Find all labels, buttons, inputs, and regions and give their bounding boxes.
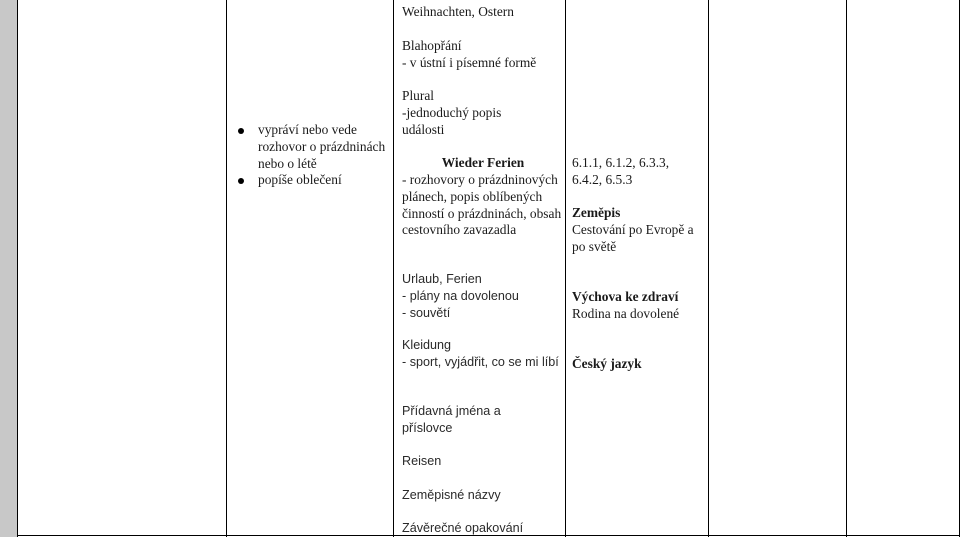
topic-reisen: Reisen (402, 454, 442, 468)
column-divider (708, 0, 709, 537)
subject-zemepis-title: Zeměpis (572, 205, 621, 220)
subject-vychova-title: Výchova ke zdraví (572, 289, 679, 304)
subject-cesky-jazyk: Český jazyk (572, 356, 642, 371)
bullet-icon (238, 178, 244, 184)
topic-wieder-ferien-sub: - rozhovory o prázdninových plánech, popis oblíbených činností o prázdninách, obsah cestovního zavazadla (402, 172, 562, 238)
bullet-icon (238, 128, 244, 134)
list-item: popíše oblečení (236, 172, 386, 189)
topic-urlaub-line1: - plány na dovolenou (402, 289, 519, 303)
topic-wieder-ferien-title: Wieder Ferien (441, 155, 525, 170)
codes-line-2: 6.4.2, 6.5.3 (572, 172, 633, 187)
column-divider (846, 0, 847, 537)
subject-vychova-sub: Rodina na dovolené (572, 306, 680, 321)
column-divider (393, 0, 394, 537)
column-divider (565, 0, 566, 537)
list-item: vypráví nebo vede rozhovor o prázdninách nebo o létě (236, 122, 386, 172)
topic-urlaub-title: Urlaub, Ferien (402, 272, 482, 286)
topic-zemepisne-nazvy: Zeměpisné názvy (402, 488, 501, 502)
topic-urlaub-line2: - souvětí (402, 306, 451, 320)
topic-blahoprani-sub: - v ústní i písemné formě (402, 55, 537, 70)
topic-weihnachten: Weihnachten, Ostern (402, 4, 514, 19)
topic-kleidung-sub: - sport, vyjádřit, co se mi líbí (402, 355, 559, 369)
column-divider (226, 0, 227, 537)
topic-blahoprani-title: Blahopřání (402, 38, 462, 53)
topic-pridavna-jmena: Přídavná jména a příslovce (402, 404, 501, 435)
topic-plural-title: Plural (402, 88, 434, 103)
topic-plural-sub: -jednoduchý popis události (402, 105, 502, 137)
outcomes-list (236, 122, 386, 189)
codes-line-1: 6.1.1, 6.1.2, 6.3.3, (572, 155, 670, 170)
row-header-strip (0, 0, 18, 537)
topic-zaverecne-opakovani: Závěrečné opakování (402, 521, 524, 535)
subject-zemepis-sub: Cestování po Evropě a po světě (572, 222, 694, 254)
topic-kleidung-title: Kleidung (402, 338, 452, 352)
